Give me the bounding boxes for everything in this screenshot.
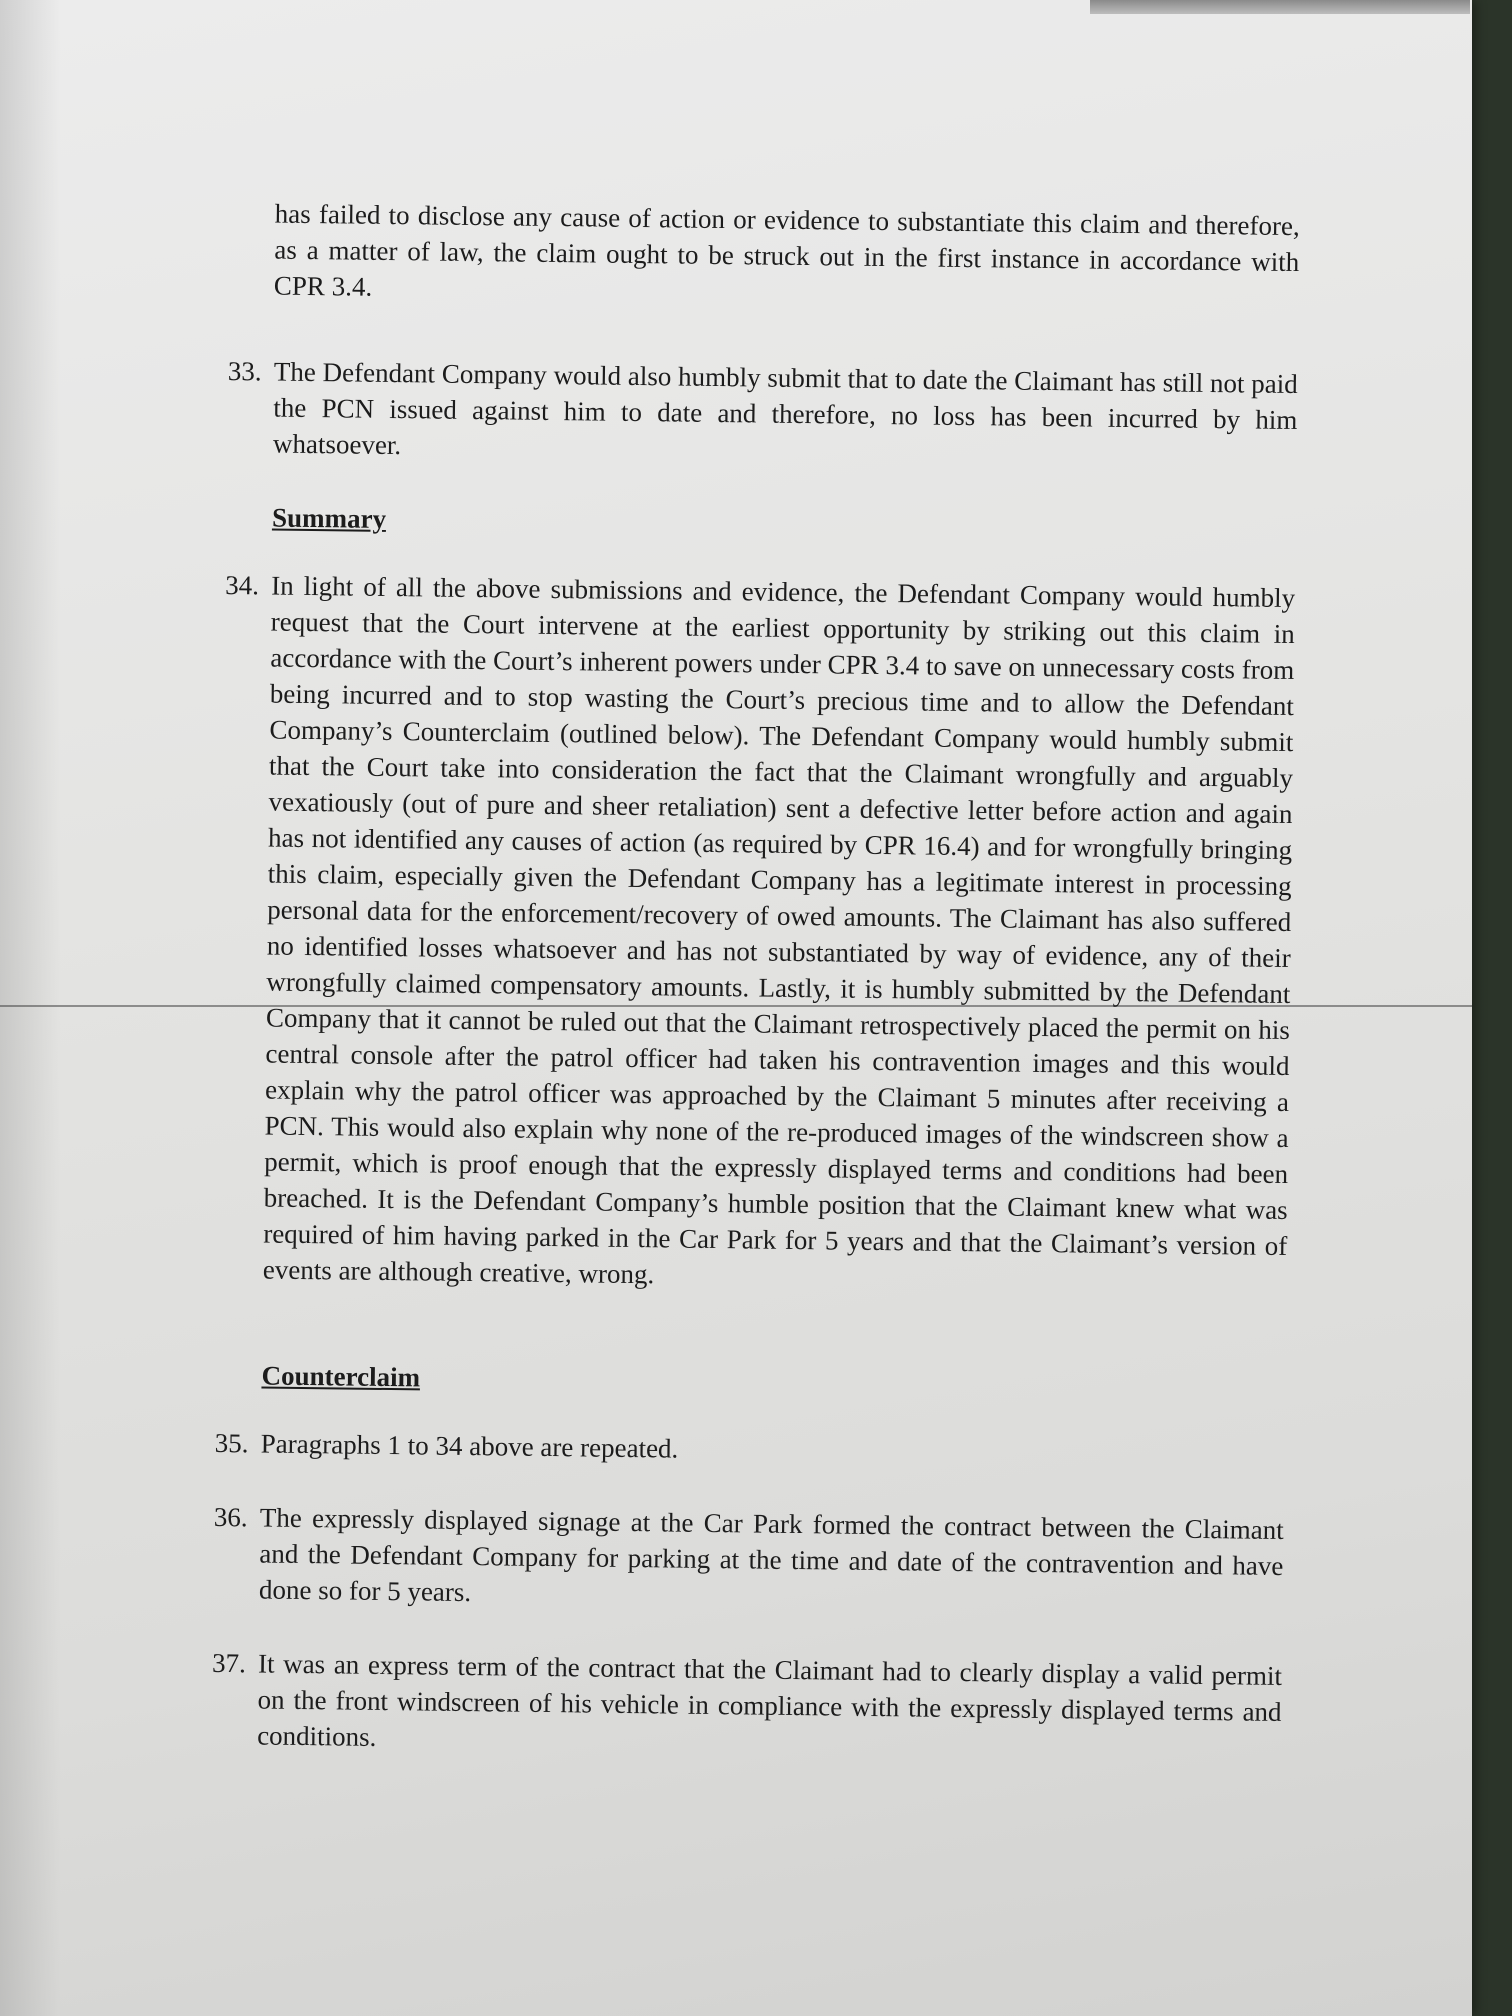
paragraph-text: In light of all the above submissions and evidence, the Defendant Company would humbly request that the Court intervene at the earliest opportunity by striking out this claim in accordance with the Court’s inherent powers under CPR 3.4 to save on unnecessary costs from being incurred and to stop wasting the Court’s precious time and to allow the Defendant Company’s Counterclaim (outlined below). The Defendant Company would humbly submit that the Court take into consideration the fact that the Claimant wrongfully and arguably vexatiously (out of pure and sheer retaliation) sent a defective letter before action and again has not identified any causes of action (as required by CPR 16.4) and for wrongfully bringing this claim, especially given the Defendant Company has a legitimate interest in processing personal data for the enforcement/recovery of owed amounts. The Claimant has also suffered no identified losses whatsoever and has not substantiated by way of evidence, any of their wrongfully claimed compensatory amounts. Lastly, it is humbly submitted by the Defendant Company that it cannot be ruled out that the Claimant retrospectively placed the permit on his central console after the patrol officer had taken his contravention images and this would explain why the patrol officer was approached by the Claimant 5 minutes after receiving a PCN. This would also explain why none of the re-produced images of the windscreen show a permit, which is proof enough that the expressly displayed terms and conditions had been breached. It is the Defendant Company’s humble position that the Claimant knew what was required of him having parked in the Car Park for 5 years and that the Claimant’s version of events are although creative, wrong.: [262, 570, 1296, 1290]
paragraph-number: 35.: [214, 1427, 249, 1459]
paragraph-36: [213, 1499, 1284, 1620]
paragraph-33: [227, 353, 1298, 474]
summary-heading: Summary: [271, 502, 387, 534]
paragraph-number: 34.: [225, 569, 260, 601]
paragraph-number: 37.: [211, 1647, 246, 1679]
continued-paragraph: has failed to disclose any cause of action or evidence to substantiate this claim and therefore, as a matter of law, the claim ought to be struck out in the first instance in accordance with CPR 3.4.: [273, 198, 1300, 302]
paragraph-text: It was an express term of the contract that the Claimant had to clearly display a valid permit on the front windscreen of his vehicle in compliance with the expressly displayed terms and conditions.: [256, 1648, 1283, 1752]
document-body: [211, 195, 1300, 1804]
paragraph-text: The Defendant Company would also humbly submit that to date the Claimant has still not paid the PCN issued against him to date and therefore, no loss has been incurred by him whatsoever.: [272, 356, 1298, 461]
paragraph-35: [215, 1425, 1285, 1474]
paragraph-34: [217, 567, 1296, 1300]
underlying-page-edge: [1090, 0, 1470, 14]
paragraph-37: [211, 1645, 1282, 1766]
paragraph-number: 36.: [213, 1501, 248, 1533]
paragraph-text: The expressly displayed signage at the Car Park formed the contract between the Claimant and the Defendant Company for parking at the time and date of the contravention and have done so for 5 years.: [258, 1502, 1284, 1608]
paragraph-number: 33.: [227, 355, 262, 387]
counterclaim-heading: Counterclaim: [261, 1360, 421, 1393]
paragraph-text: Paragraphs 1 to 34 above are repeated.: [260, 1428, 679, 1464]
